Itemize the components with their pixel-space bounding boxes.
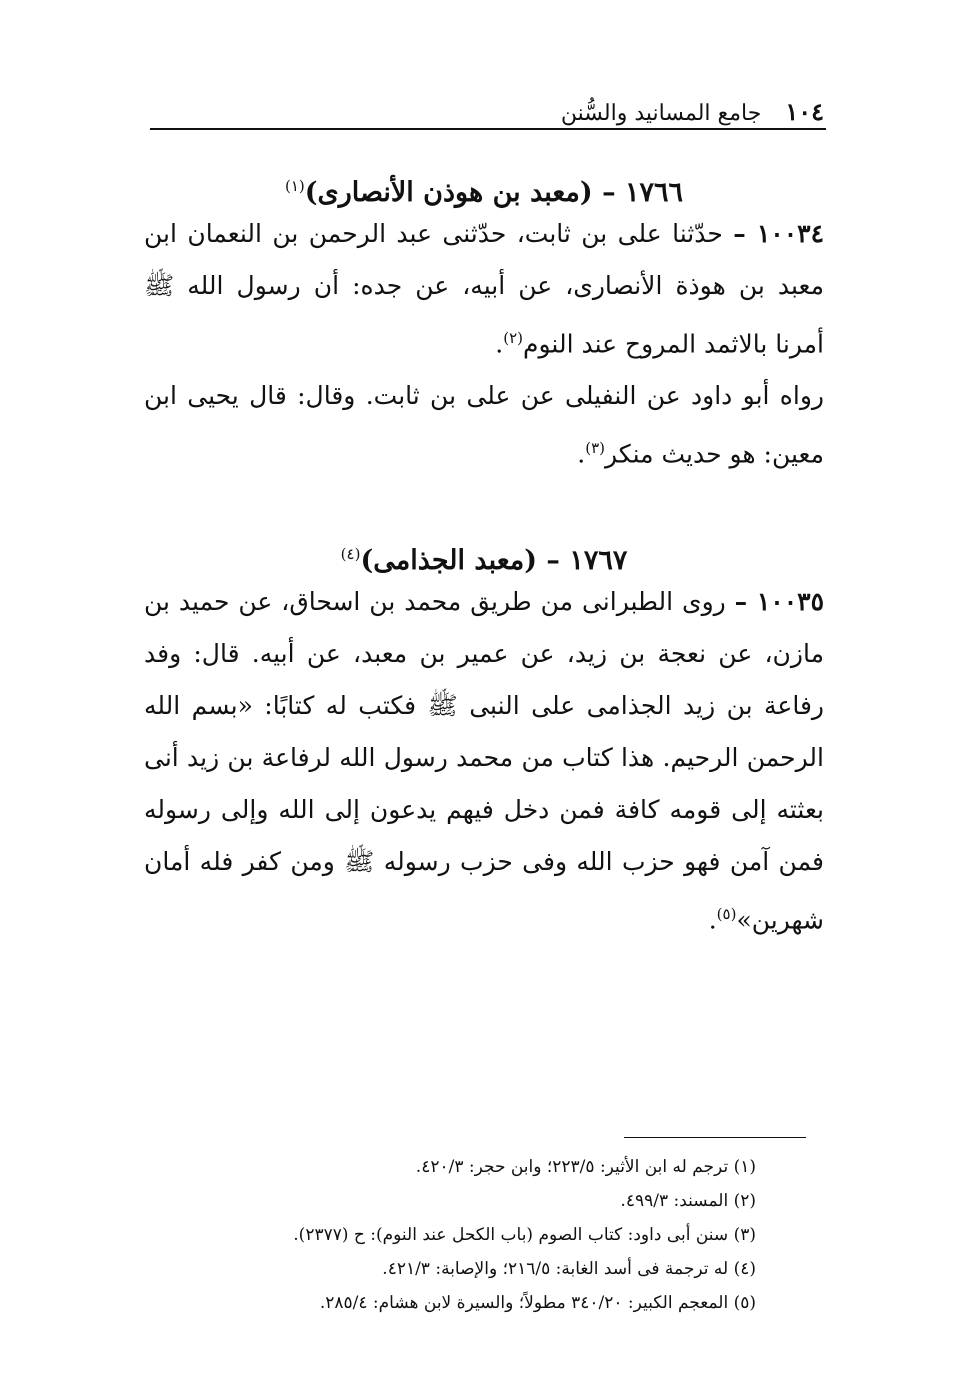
commentary-text: رواه أبو داود عن النفيلى عن على بن ثابت. وقال: قال يحيى ابن معين: هو حديث منكر — [144, 381, 824, 469]
hadith-paragraph — [144, 576, 824, 946]
section-title-text: ١٧٦٦ – (معبد بن هوذن الأنصارى) — [304, 177, 683, 208]
section-1766 — [144, 164, 824, 481]
section-title-text: ١٧٦٧ – (معبد الجذامى) — [360, 545, 628, 576]
commentary-paragraph — [144, 370, 824, 480]
hadith-number: ١٠٠٣٤ – — [733, 219, 824, 248]
footnote-3: (٣) سنن أبى داود: كتاب الصوم (باب الكحل عند النوم): ح (٢٣٧٧). — [293, 1225, 756, 1245]
footnote-5: (٥) المعجم الكبير: ٣٤٠/٢٠ مطولاً؛ والسيرة لابن هشام: ٢٨٥/٤. — [319, 1293, 756, 1313]
page-number: ١٠٤ — [785, 97, 824, 126]
footnotes — [136, 1150, 756, 1320]
period: . — [577, 439, 586, 469]
period: . — [495, 329, 504, 359]
period: . — [708, 905, 717, 935]
book-title: جامع المسانيد والسُّنن — [560, 101, 762, 126]
footnote-ref: (٣) — [585, 439, 605, 458]
footnote-ref: (١) — [285, 177, 305, 195]
section-title — [144, 532, 824, 576]
footnote-ref: (٤) — [340, 545, 361, 563]
running-head — [144, 86, 824, 126]
section-title — [144, 164, 824, 208]
hadith-paragraph — [144, 208, 824, 370]
hadith-text: روى الطبرانى من طريق محمد بن اسحاق، عن حميد بن مازن، عن نعجة بن زيد، عن عمير بن معبد، عن أبيه. قال: وفد رفاعة بن زيد الجذامى على النبى ﷺ فكتب له كتابًا: «بسم الله الرحمن الرحيم. هذا كتاب من محمد رسول الله لرفاعة بن زيد أنى بعثته إلى قومه كافة فمن دخل فيهم يدعون إلى الله وإلى رسوله فمن آمن فهو حزب الله وفى حزب رسوله ﷺ ومن كفر فله أمان شهرين» — [144, 587, 824, 935]
footnote-ref: (٥) — [716, 905, 737, 923]
footnote-4: (٤) له ترجمة فى أسد الغابة: ٢١٦/٥؛ والإصابة: ٤٢١/٣. — [382, 1259, 756, 1279]
section-1767 — [144, 532, 824, 946]
footnote-rule — [624, 1137, 806, 1138]
hadith-text: حدّثنا على بن ثابت، حدّثنى عبد الرحمن بن النعمان ابن معبد بن هوذة الأنصارى، عن أبيه، عن جده: أن رسول الله ﷺ أمرنا بالاثمد المروح عند النوم — [144, 219, 824, 359]
hadith-number: ١٠٠٣٥ – — [734, 587, 824, 616]
footnote-2: (٢) المسند: ٤٩٩/٣. — [620, 1191, 756, 1211]
footnote-1: (١) ترجم له ابن الأثير: ٢٢٣/٥؛ وابن حجر: ٤٢٠/٣. — [415, 1157, 756, 1177]
footnote-ref: (٢) — [503, 329, 524, 347]
header-rule — [150, 128, 826, 130]
